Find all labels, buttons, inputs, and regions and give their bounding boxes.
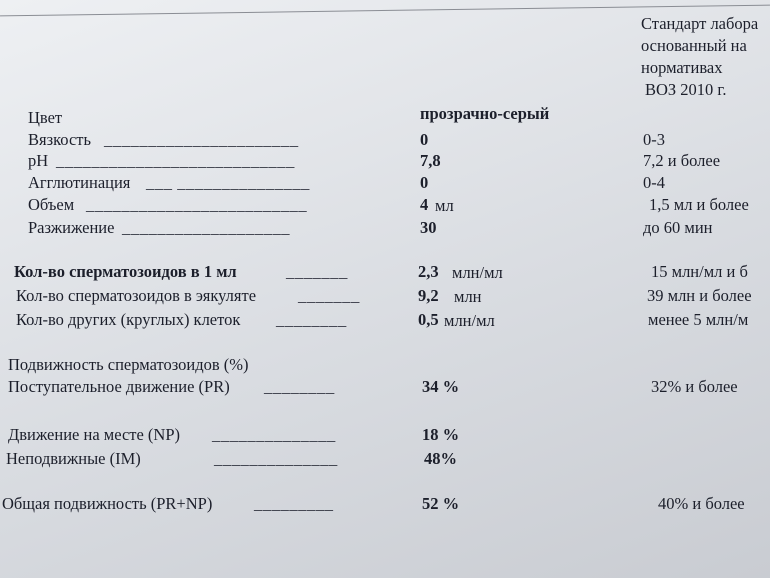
row-unit: млн/мл — [452, 263, 503, 282]
result-row-color — [0, 104, 770, 130]
standard-header-line2: основанный на — [641, 36, 747, 55]
row-value: 48% — [424, 449, 457, 468]
row-leader: ________ — [276, 310, 347, 329]
row-label: Подвижность сперматозоидов (%) — [8, 355, 249, 374]
row-value: 0 — [420, 173, 429, 192]
motility-section-heading — [0, 355, 770, 377]
row-value: прозрачно-серый — [420, 104, 550, 123]
result-row-non-progressive — [0, 425, 770, 447]
row-standard: 0-3 — [643, 130, 665, 149]
row-leader: ___________________ — [122, 218, 291, 237]
result-row-liquefaction — [0, 218, 770, 240]
row-standard: 32% и более — [651, 377, 738, 396]
row-value: 7,8 — [420, 151, 441, 170]
row-unit: мл — [435, 196, 454, 215]
row-value: 52 % — [422, 494, 460, 513]
result-row-total-count — [0, 286, 770, 308]
row-unit: млн — [454, 287, 482, 306]
row-leader: ___________________________ — [56, 151, 295, 170]
result-row-viscosity — [0, 130, 770, 152]
result-row-concentration — [0, 262, 770, 284]
result-row-round-cells — [0, 310, 770, 332]
row-label: Кол-во других (круглых) клеток — [16, 310, 241, 329]
row-value: 0,5 — [418, 310, 439, 329]
row-leader: _________________________ — [86, 195, 308, 214]
row-value: 9,2 — [418, 286, 439, 305]
row-standard: 0-4 — [643, 173, 665, 192]
row-standard: до 60 мин — [643, 218, 713, 237]
row-standard: 7,2 и более — [643, 151, 721, 170]
row-label: Движение на месте (NP) — [8, 425, 181, 444]
result-row-agglutination — [0, 173, 770, 195]
row-leader: _________ — [254, 494, 334, 513]
row-value: 4 — [420, 195, 429, 214]
row-label: Кол-во сперматозоидов в эякуляте — [16, 286, 257, 305]
standard-header-line3: нормативах — [641, 58, 723, 77]
result-row-ph — [0, 151, 770, 173]
standard-header-line1: Стандарт лабора — [641, 14, 759, 33]
row-leader: ___ _______________ — [146, 173, 311, 192]
row-label: Неподвижные (IM) — [6, 449, 141, 468]
row-value: 30 — [420, 218, 437, 237]
row-standard: 1,5 мл и более — [649, 195, 749, 214]
row-value: 0 — [420, 130, 429, 149]
result-row-progressive — [0, 377, 770, 399]
row-standard: 40% и более — [658, 494, 745, 513]
row-value: 34 % — [422, 377, 460, 396]
row-label: Поступательное движение (PR) — [8, 377, 230, 396]
standard-header-line4: ВОЗ 2010 г. — [645, 80, 727, 99]
row-value: 2,3 — [418, 262, 439, 281]
result-row-total-motility — [0, 494, 770, 516]
row-label: Цвет — [28, 108, 63, 127]
row-leader: ______________________ — [104, 130, 299, 149]
row-leader: ______________ — [212, 425, 336, 444]
row-label: Вязкость — [28, 130, 92, 149]
row-standard: менее 5 млн/м — [648, 310, 749, 329]
row-label: Объем — [28, 195, 75, 214]
row-label: pH — [28, 151, 49, 170]
row-label: Кол-во сперматозоидов в 1 мл — [14, 262, 237, 281]
row-leader: _______ — [286, 262, 348, 281]
row-leader: ______________ — [214, 449, 338, 468]
row-standard: 39 млн и более — [647, 286, 752, 305]
row-label: Агглютинация — [28, 173, 131, 192]
row-label: Общая подвижность (PR+NP) — [2, 494, 213, 513]
row-leader: _______ — [298, 286, 360, 305]
row-unit: млн/мл — [444, 311, 495, 330]
row-value: 18 % — [422, 425, 460, 444]
result-row-volume — [0, 195, 770, 217]
result-row-immotile — [0, 449, 770, 471]
row-standard: 15 млн/мл и б — [651, 262, 748, 281]
row-leader: ________ — [264, 377, 335, 396]
row-label: Разжижение — [28, 218, 115, 237]
